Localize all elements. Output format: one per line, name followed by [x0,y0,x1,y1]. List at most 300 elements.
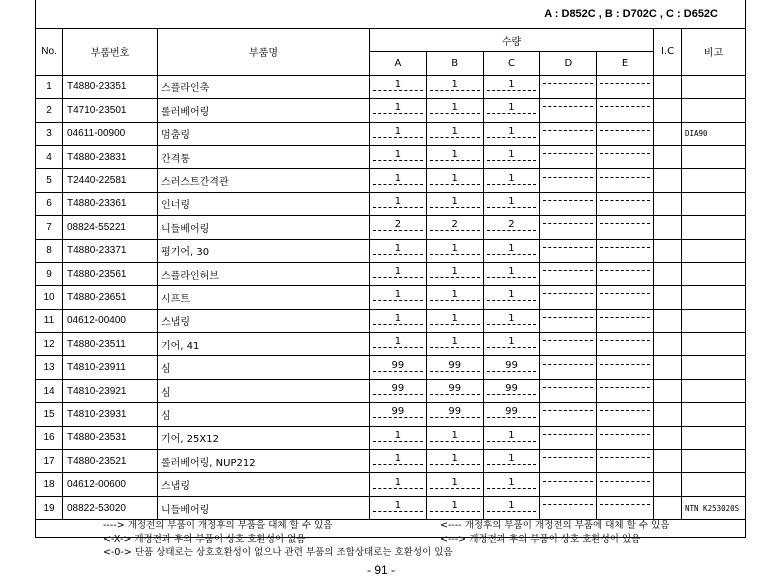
row-part-no: T4810-23921 [63,379,158,402]
header-no: No. [36,29,63,76]
row-qty-b [426,145,483,168]
row-ic [654,262,682,285]
qty-value: 1 [373,500,423,512]
legend-compatible: <---> 개정전과 후의 부품이 상호 호환성이 있음 [440,533,641,545]
row-no: 3 [36,122,63,145]
row-part-name: 기어, 41 [158,333,370,356]
row-qty-c [483,333,540,356]
qty-value: 1 [373,430,423,442]
qty-value [543,504,593,505]
qty-value [543,247,593,248]
qty-value: 1 [373,477,423,489]
qty-value [543,481,593,482]
row-remarks: DIA90 [682,122,746,145]
header-col-a: A [370,52,427,75]
row-qty-e [597,145,654,168]
table-row [36,262,746,285]
qty-value: 1 [373,79,423,91]
row-no: 16 [36,426,63,449]
row-qty-a [370,473,427,496]
row-no: 4 [36,145,63,168]
header-row [36,29,746,52]
row-remarks [682,309,746,332]
row-no: 5 [36,169,63,192]
row-remarks [682,216,746,239]
qty-value [543,387,593,388]
row-part-name: 스플라인허브 [158,262,370,285]
qty-value: 1 [487,149,537,161]
row-qty-c [483,473,540,496]
row-qty-c [483,122,540,145]
row-part-no: 04611-00900 [63,122,158,145]
page-number: - 91 - [366,563,395,577]
row-qty-e [597,216,654,239]
qty-value: 1 [487,477,537,489]
row-part-name: 심 [158,356,370,379]
qty-value [543,130,593,131]
row-qty-b [426,496,483,519]
row-qty-b [426,239,483,262]
qty-value: 99 [430,383,480,395]
qty-value [543,177,593,178]
qty-value [600,410,650,411]
row-qty-c [483,169,540,192]
qty-value [543,434,593,435]
qty-value [543,317,593,318]
qty-value: 1 [373,336,423,348]
row-part-no: T4880-23511 [63,333,158,356]
qty-value: 1 [487,430,537,442]
row-qty-d [540,496,597,519]
row-qty-e [597,496,654,519]
row-qty-e [597,192,654,215]
row-part-name: 멈춤링 [158,122,370,145]
row-part-name: 간격통 [158,145,370,168]
row-ic [654,192,682,215]
row-qty-b [426,122,483,145]
qty-value [600,293,650,294]
row-qty-a [370,379,427,402]
row-ic [654,286,682,309]
row-qty-b [426,169,483,192]
qty-value: 2 [373,219,423,231]
row-qty-a [370,496,427,519]
row-qty-c [483,145,540,168]
row-qty-e [597,99,654,122]
row-no: 15 [36,403,63,426]
qty-value: 1 [487,102,537,114]
qty-value: 1 [487,500,537,512]
row-part-no: T4880-23351 [63,75,158,98]
legend-replace-forward: ----> 개정전의 부품이 개정후의 부품을 대체 할 수 있음 [103,520,333,531]
header-col-e: E [597,52,654,75]
qty-value: 1 [487,313,537,325]
qty-value: 1 [487,266,537,278]
qty-value [600,223,650,224]
qty-value [600,457,650,458]
row-qty-e [597,75,654,98]
table-row [36,426,746,449]
row-part-name: 스러스트간격관 [158,169,370,192]
row-qty-a [370,145,427,168]
header-ic: I.C [654,29,682,76]
row-qty-a [370,333,427,356]
row-qty-c [483,286,540,309]
row-qty-d [540,145,597,168]
row-qty-b [426,75,483,98]
qty-value: 1 [430,313,480,325]
row-qty-b [426,379,483,402]
table-row [36,145,746,168]
row-part-name: 롤러베어링, NUP212 [158,450,370,473]
row-no: 18 [36,473,63,496]
qty-value [600,387,650,388]
qty-value: 1 [430,126,480,138]
row-remarks [682,192,746,215]
row-remarks [682,286,746,309]
row-remarks [682,99,746,122]
row-qty-d [540,426,597,449]
qty-value [543,457,593,458]
row-part-no: T4810-23911 [63,356,158,379]
row-qty-d [540,403,597,426]
row-qty-e [597,473,654,496]
row-remarks: NTN K253020S [682,496,746,519]
compatibility-legend [103,519,669,560]
row-part-no: 04612-00600 [63,473,158,496]
table-row [36,450,746,473]
qty-value [543,410,593,411]
qty-value [543,293,593,294]
row-no: 17 [36,450,63,473]
row-qty-c [483,239,540,262]
qty-value: 1 [373,313,423,325]
row-part-name: 기어, 25X12 [158,426,370,449]
row-qty-e [597,356,654,379]
header-name: 부품명 [158,29,370,76]
row-qty-c [483,379,540,402]
row-part-no: T4880-23561 [63,262,158,285]
row-qty-a [370,75,427,98]
row-qty-e [597,333,654,356]
row-qty-c [483,262,540,285]
row-part-no: T4880-23831 [63,145,158,168]
qty-value: 99 [373,406,423,418]
legend-row [103,519,669,533]
row-qty-d [540,192,597,215]
row-qty-a [370,286,427,309]
legend-row [103,533,669,547]
row-part-no: T4710-23501 [63,99,158,122]
row-qty-b [426,262,483,285]
row-ic [654,309,682,332]
row-qty-a [370,99,427,122]
row-part-no: T4880-23371 [63,239,158,262]
row-part-name: 인너링 [158,192,370,215]
row-qty-c [483,99,540,122]
row-ic [654,356,682,379]
row-part-name: 롤러베어링 [158,99,370,122]
qty-value: 1 [430,266,480,278]
qty-value: 99 [487,406,537,418]
row-remarks [682,356,746,379]
table-row [36,99,746,122]
qty-value [600,247,650,248]
row-part-no: T4880-23531 [63,426,158,449]
qty-value: 99 [373,360,423,372]
model-legend: A : D852C , B : D702C , C : D652C [544,8,718,20]
table-row [36,239,746,262]
row-qty-b [426,333,483,356]
qty-value: 1 [430,79,480,91]
row-ic [654,379,682,402]
qty-value [600,481,650,482]
row-qty-b [426,309,483,332]
table-row [36,333,746,356]
row-ic [654,426,682,449]
row-qty-e [597,379,654,402]
row-ic [654,75,682,98]
header-col-c: C [483,52,540,75]
row-no: 9 [36,262,63,285]
row-part-no: T4880-23361 [63,192,158,215]
legend-not-compatible: <-X-> 개정전과 후의 부품이 상호 호환성이 없음 [103,533,306,545]
row-qty-e [597,286,654,309]
qty-value: 2 [487,219,537,231]
row-remarks [682,169,746,192]
qty-value: 1 [373,289,423,301]
qty-value: 99 [430,406,480,418]
row-remarks [682,403,746,426]
qty-value [600,200,650,201]
row-qty-a [370,169,427,192]
qty-value [600,434,650,435]
row-qty-a [370,426,427,449]
qty-value: 99 [430,360,480,372]
qty-value [543,223,593,224]
qty-value: 2 [430,219,480,231]
row-part-name: 시프트 [158,286,370,309]
row-part-name: 니들베어링 [158,496,370,519]
row-qty-b [426,473,483,496]
qty-value: 1 [487,453,537,465]
row-part-name: 스냅링 [158,473,370,496]
qty-value [600,340,650,341]
table-row [36,356,746,379]
row-qty-a [370,403,427,426]
table-row [36,379,746,402]
row-ic [654,473,682,496]
row-qty-d [540,379,597,402]
row-qty-c [483,496,540,519]
legend-replace-backward: <---- 개정후의 부품이 개정전의 부품에 대체 할 수 있음 [440,520,670,531]
qty-value [600,153,650,154]
row-qty-b [426,286,483,309]
row-part-no: T4880-23651 [63,286,158,309]
qty-value: 1 [487,196,537,208]
row-qty-b [426,192,483,215]
table-row [36,169,746,192]
row-qty-a [370,216,427,239]
row-qty-b [426,426,483,449]
row-no: 19 [36,496,63,519]
qty-value [600,130,650,131]
qty-value: 1 [430,149,480,161]
row-qty-b [426,403,483,426]
qty-value [543,153,593,154]
qty-value: 1 [430,289,480,301]
row-remarks [682,239,746,262]
legend-row [103,546,669,560]
qty-value: 1 [430,196,480,208]
qty-value: 1 [487,173,537,185]
row-qty-b [426,450,483,473]
row-ic [654,333,682,356]
table-row [36,473,746,496]
qty-value: 99 [487,383,537,395]
row-no: 8 [36,239,63,262]
row-qty-e [597,426,654,449]
qty-value [543,364,593,365]
row-remarks [682,426,746,449]
row-part-no: T4880-23521 [63,450,158,473]
row-qty-a [370,122,427,145]
qty-value: 1 [430,477,480,489]
qty-value: 99 [373,383,423,395]
row-qty-c [483,216,540,239]
row-part-no: T4810-23931 [63,403,158,426]
qty-value: 1 [487,79,537,91]
qty-value: 1 [373,243,423,255]
qty-value [543,83,593,84]
row-qty-e [597,262,654,285]
row-no: 2 [36,99,63,122]
row-no: 6 [36,192,63,215]
row-qty-a [370,450,427,473]
row-ic [654,145,682,168]
row-qty-a [370,192,427,215]
row-qty-d [540,216,597,239]
qty-value [600,364,650,365]
qty-value [543,270,593,271]
row-remarks [682,145,746,168]
row-qty-a [370,239,427,262]
qty-value: 1 [430,336,480,348]
row-ic [654,239,682,262]
qty-value [600,177,650,178]
qty-value [600,504,650,505]
row-qty-c [483,356,540,379]
row-qty-c [483,75,540,98]
row-qty-d [540,473,597,496]
row-qty-a [370,262,427,285]
row-qty-b [426,216,483,239]
parts-table [35,28,746,520]
qty-value: 1 [430,243,480,255]
row-qty-e [597,239,654,262]
table-row [36,216,746,239]
row-no: 10 [36,286,63,309]
qty-value [600,317,650,318]
row-qty-d [540,99,597,122]
qty-value: 1 [430,453,480,465]
row-qty-d [540,75,597,98]
row-part-name: 스냅링 [158,309,370,332]
row-part-name: 심 [158,403,370,426]
qty-value [600,83,650,84]
row-qty-d [540,356,597,379]
row-remarks [682,473,746,496]
qty-value [600,106,650,107]
header-part-no: 부품번호 [63,29,158,76]
table-row [36,403,746,426]
row-remarks [682,450,746,473]
header-col-b: B [426,52,483,75]
row-qty-d [540,122,597,145]
header-qty: 수량 [370,29,654,52]
row-qty-e [597,309,654,332]
row-part-name: 니들베어링 [158,216,370,239]
qty-value [600,270,650,271]
row-no: 12 [36,333,63,356]
row-no: 1 [36,75,63,98]
row-part-no: 04612-00400 [63,309,158,332]
qty-value: 1 [373,149,423,161]
row-qty-d [540,286,597,309]
row-qty-b [426,356,483,379]
qty-value: 1 [487,126,537,138]
row-part-no: 08824-55221 [63,216,158,239]
qty-value [543,200,593,201]
row-no: 14 [36,379,63,402]
row-ic [654,99,682,122]
row-no: 13 [36,356,63,379]
row-qty-b [426,99,483,122]
qty-value: 99 [487,360,537,372]
table-row [36,122,746,145]
row-qty-e [597,403,654,426]
qty-value: 1 [373,453,423,465]
row-qty-d [540,450,597,473]
row-ic [654,496,682,519]
row-qty-e [597,122,654,145]
row-qty-d [540,239,597,262]
row-remarks [682,333,746,356]
row-no: 11 [36,309,63,332]
table-row [36,496,746,519]
header-col-d: D [540,52,597,75]
row-qty-d [540,333,597,356]
header-remarks: 비고 [682,29,746,76]
row-ic [654,216,682,239]
row-part-name: 심 [158,379,370,402]
row-qty-a [370,356,427,379]
row-qty-c [483,450,540,473]
qty-value: 1 [430,173,480,185]
row-qty-d [540,169,597,192]
row-ic [654,403,682,426]
row-qty-e [597,450,654,473]
row-part-name: 평기어, 30 [158,239,370,262]
qty-value: 1 [487,289,537,301]
row-qty-d [540,262,597,285]
qty-value [543,106,593,107]
qty-value: 1 [487,336,537,348]
row-part-no: T2440-22581 [63,169,158,192]
qty-value: 1 [430,500,480,512]
row-remarks [682,75,746,98]
table-row [36,192,746,215]
